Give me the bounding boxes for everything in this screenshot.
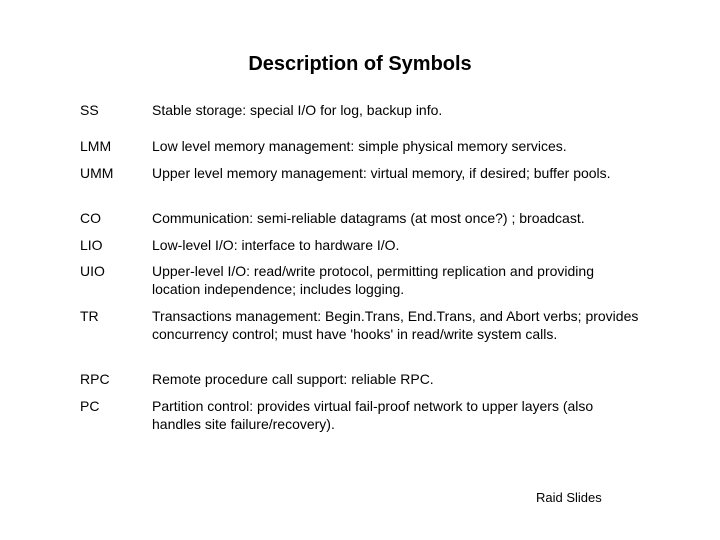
- symbol-abbr: UIO: [80, 263, 105, 279]
- symbol-row-pc: [80, 397, 660, 437]
- symbol-abbr: LIO: [80, 237, 103, 253]
- symbol-abbr: UMM: [80, 165, 114, 181]
- symbol-row-rpc: [80, 370, 660, 397]
- symbol-row-tr: [80, 307, 660, 370]
- symbol-abbr: RPC: [80, 371, 110, 387]
- symbol-description: Communication: semi-reliable datagrams (at most once?) ; broadcast.: [152, 210, 585, 226]
- symbol-abbr: CO: [80, 210, 101, 226]
- symbol-row-ss: [80, 101, 660, 137]
- symbol-abbr: PC: [80, 398, 100, 414]
- footer-label: Raid Slides: [536, 490, 602, 505]
- symbol-row-co: [80, 209, 660, 236]
- symbol-description: Upper-level I/O: read/write protocol, permitting replication and providing location independence; includes logging.: [152, 263, 594, 297]
- symbol-list: [80, 101, 660, 437]
- symbol-description: Transactions management: Begin.Trans, End.Trans, and Abort verbs; provides concurrency control; must have 'hooks' in read/write system calls.: [152, 308, 639, 342]
- symbol-description: Stable storage: special I/O for log, backup info.: [152, 102, 443, 118]
- page-title: Description of Symbols: [248, 53, 472, 75]
- symbol-row-uio: [80, 262, 660, 307]
- symbol-row-lio: [80, 236, 660, 262]
- symbol-description: Partition control: provides virtual fail-proof network to upper layers (also handles site failure/recovery).: [152, 398, 594, 432]
- symbol-description: Low-level I/O: interface to hardware I/O.: [152, 237, 400, 253]
- symbol-abbr: TR: [80, 308, 99, 324]
- symbol-row-umm: [80, 164, 660, 209]
- symbol-abbr: LMM: [80, 138, 112, 154]
- symbol-abbr: SS: [80, 102, 99, 118]
- symbol-description: Upper level memory management: virtual memory, if desired; buffer pools.: [152, 165, 611, 181]
- symbol-description: Low level memory management: simple physical memory services.: [152, 138, 567, 154]
- symbol-row-lmm: [80, 137, 660, 164]
- symbol-description: Remote procedure call support: reliable RPC.: [152, 371, 434, 387]
